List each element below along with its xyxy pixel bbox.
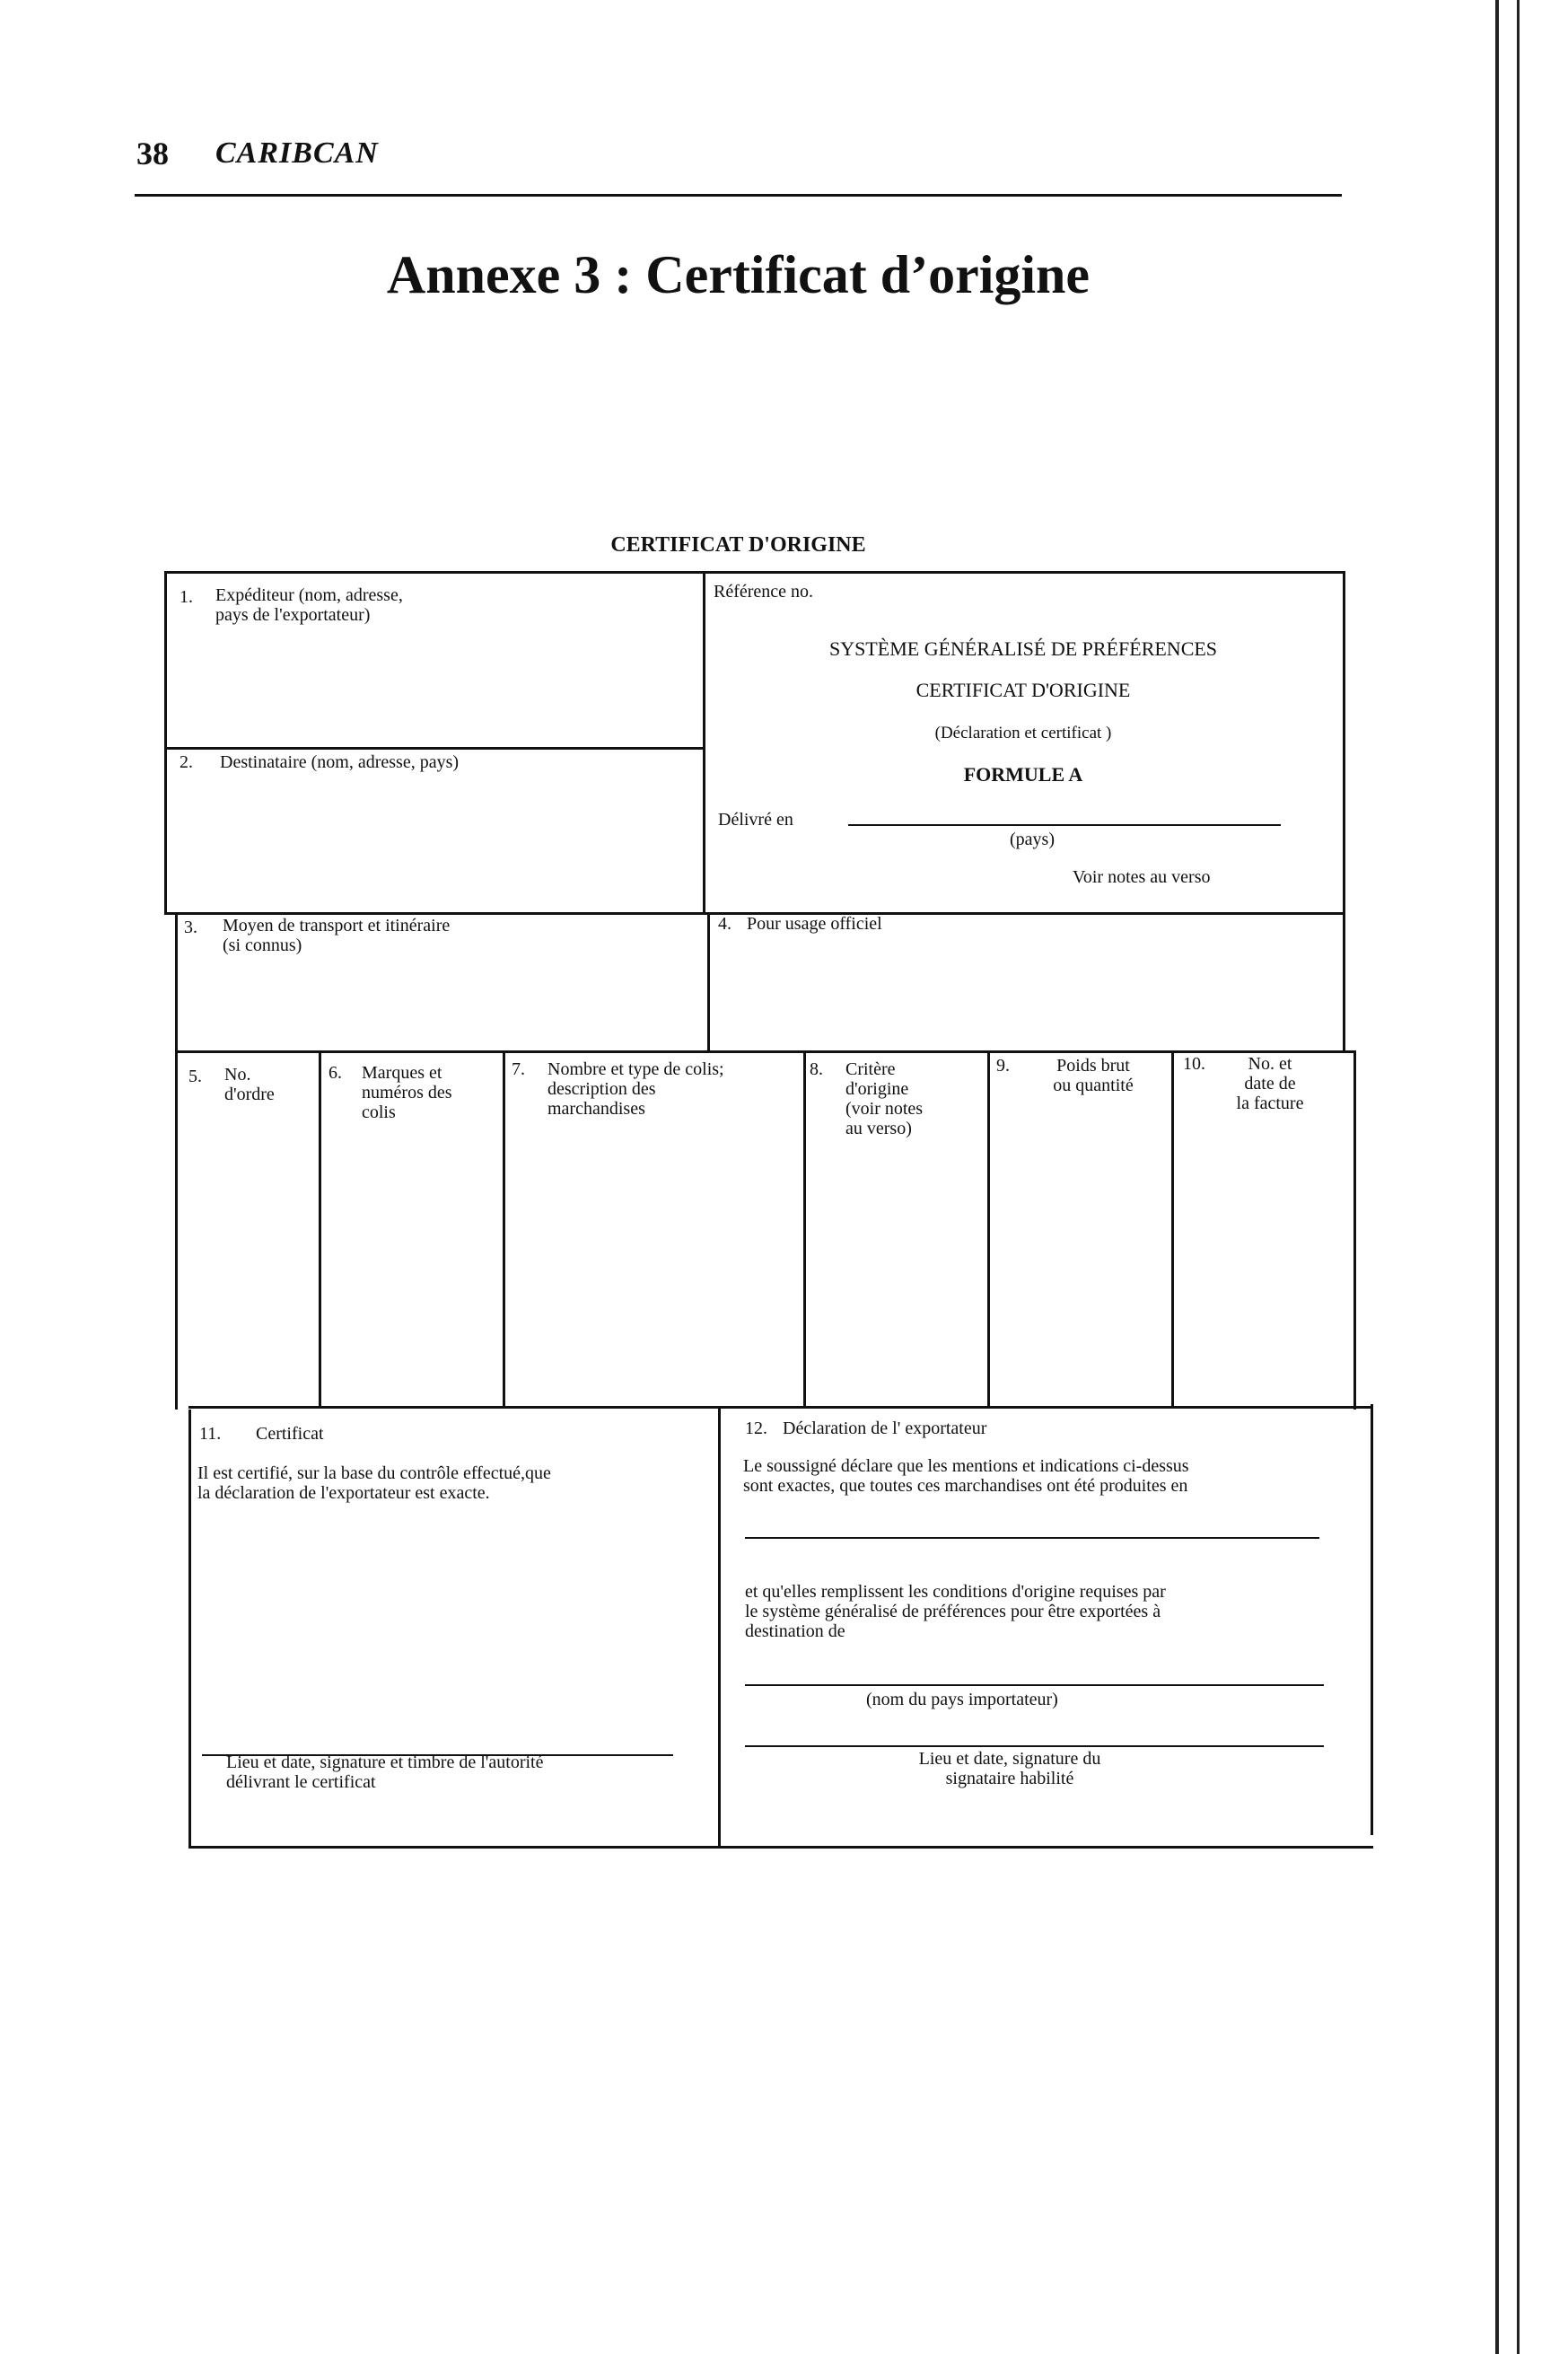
form-border-right: [1371, 1404, 1373, 1835]
importer-caption: (nom du pays importateur): [866, 1690, 1058, 1709]
box2-number: 2.: [180, 752, 193, 772]
delivered-label: Délivré en: [718, 810, 793, 830]
form-border-left: [188, 1410, 191, 1848]
form-border-top: [164, 571, 1345, 574]
column-divider: [1171, 1052, 1174, 1406]
see-notes-label: Voir notes au verso: [1073, 867, 1211, 887]
box8-label: Critère d'origine (voir notes au verso): [845, 1059, 924, 1138]
box1-label: Expéditeur (nom, adresse, pays de l'exportateur): [215, 585, 403, 625]
page-number: 38: [136, 136, 169, 171]
column-divider: [803, 1052, 806, 1406]
delivered-line: [848, 824, 1281, 826]
column-divider: [987, 1052, 990, 1406]
reference-label: Référence no.: [714, 582, 814, 602]
form-border-bottom: [188, 1846, 1373, 1849]
box8-number: 8.: [810, 1059, 823, 1079]
importer-line: [745, 1684, 1324, 1686]
box1-number: 1.: [180, 587, 193, 607]
box6-number: 6.: [328, 1063, 342, 1083]
row-divider: [175, 1050, 1355, 1053]
box5-label: No. d'ordre: [224, 1065, 275, 1104]
box10-number: 10.: [1183, 1054, 1205, 1074]
formule-label: FORMULE A: [963, 763, 1083, 786]
box6-label: Marques et numéros des colis: [362, 1063, 452, 1122]
box9-number: 9.: [996, 1056, 1010, 1076]
box11-label: Certificat: [256, 1424, 324, 1444]
column-divider: [707, 912, 710, 1050]
row-divider: [188, 1406, 1373, 1409]
column-divider: [319, 1052, 321, 1406]
box11-text: Il est certifié, sur la base du contrôle effectué,que la déclaration de l'exportateur est exacte.: [197, 1463, 551, 1503]
box10-label: No. et date de la facture: [1236, 1054, 1304, 1113]
form-title: CERTIFICAT D'ORIGINE: [610, 533, 866, 557]
box11-number: 11.: [199, 1424, 222, 1444]
box5-number: 5.: [188, 1067, 202, 1086]
box3-number: 3.: [184, 918, 197, 937]
box2-label: Destinataire (nom, adresse, pays): [220, 752, 460, 772]
exporter-signature-line: [745, 1745, 1324, 1747]
box12-text1: Le soussigné déclare que les mentions et indications ci-dessus sont exactes, que toutes ces marchandises ont été produites en: [743, 1456, 1189, 1496]
form-border-left: [164, 571, 167, 912]
page-title: Annexe 3 : Certificat d’origine: [386, 245, 1091, 304]
exporter-signature-caption: Lieu et date, signature du signataire habilité: [918, 1749, 1101, 1788]
box9-label: Poids brut ou quantité: [1053, 1056, 1134, 1095]
row-divider: [164, 747, 703, 750]
box12-number: 12.: [745, 1419, 767, 1438]
form-border-right: [1353, 1050, 1356, 1410]
declaration-subtitle: (Déclaration et certificat ): [934, 724, 1112, 742]
box4-number: 4.: [718, 914, 731, 934]
column-divider: [718, 1406, 721, 1846]
box7-label: Nombre et type de colis; description des marchandises: [547, 1059, 724, 1119]
column-divider: [503, 1052, 505, 1406]
box4-label: Pour usage officiel: [747, 914, 882, 934]
column-divider: [703, 571, 705, 912]
box12-label: Déclaration de l' exportateur: [783, 1419, 987, 1438]
production-country-line: [745, 1537, 1319, 1539]
box12-text2: et qu'elles remplissent les conditions d'origine requises par le système généralisé de préférences pour être exportées à destination de: [745, 1582, 1166, 1641]
authority-signature-caption: Lieu et date, signature et timbre de l'autorité délivrant le certificat: [226, 1752, 544, 1792]
country-caption: (pays): [1010, 830, 1055, 849]
form-border-left: [175, 912, 178, 1410]
publication-name: CARIBCAN: [215, 136, 379, 170]
form-border-right: [1343, 571, 1345, 1050]
system-title: SYSTÈME GÉNÉRALISÉ DE PRÉFÉRENCES: [828, 637, 1218, 660]
certificate-subtitle: CERTIFICAT D'ORIGINE: [915, 679, 1131, 701]
box3-label: Moyen de transport et itinéraire (si connus): [223, 916, 451, 955]
box7-number: 7.: [512, 1059, 525, 1079]
